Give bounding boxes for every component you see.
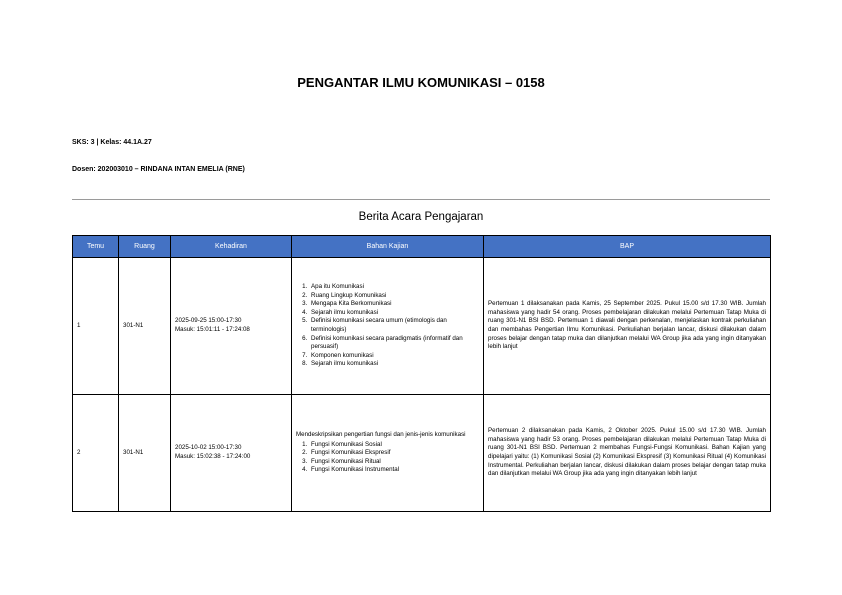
header-kehadiran: Kehadiran: [171, 236, 292, 258]
topic-item: 5. Definisi komunikasi secara umum (etimologis dan terminologis): [309, 317, 479, 334]
cell-bap: Pertemuan 2 dilaksanakan pada Kamis, 2 Oktober 2025. Pukul 15.00 s/d 17.30 WIB. Jumlah mahasiswa yang hadir 53 orang. Proses pembelajaran dilakukan melalui Pertemuan Tatap Muka di ruang 301-N1 BSI BSD. Pertemuan 2 membahas Fungsi-Fungsi Komunikasi. Bahan Kajian yang dipelajari yaitu: (1) Komunikasi Sosial (2) Komunikasi Ekspresif (3) Komunikasi Ritual (4) Komunikasi Instrumental. Perkuliahan berjalan lancar, diskusi dilakukan dalam proses belajar dengan tatap muka dan dilanjutkan melalui WA Group jika ada yang ingin ditanyakan lebih lanjut: [484, 395, 771, 512]
topic-item: 4. Sejarah ilmu komunikasi: [309, 309, 479, 318]
cell-bahan-kajian: [292, 258, 484, 395]
cell-temu: 1: [73, 258, 119, 395]
topic-intro: Mendeskripsikan pengertian fungsi dan jenis-jenis komunikasi: [296, 431, 466, 439]
topic-item: 3. Mengapa Kita Berkomunikasi: [309, 300, 479, 309]
sks-class-info: SKS: 3 | Kelas: 44.1A.27: [72, 139, 152, 146]
cell-kehadiran: [171, 395, 292, 512]
document-title: PENGANTAR ILMU KOMUNIKASI – 0158: [297, 75, 545, 90]
lecturer-info: Dosen: 202003010 – RINDANA INTAN EMELIA (RNE): [72, 166, 245, 173]
topic-item: 4. Fungsi Komunikasi Instrumental: [309, 466, 479, 475]
header-temu: Temu: [73, 236, 119, 258]
topic-item: 1. Apa itu Komunikasi: [309, 283, 479, 292]
header-ruang: Ruang: [119, 236, 171, 258]
teaching-record-table: [72, 235, 771, 512]
check-in-time: Masuk: 15:02:38 - 17:24:00: [175, 453, 251, 460]
topic-list: [296, 283, 479, 369]
schedule-time: 2025-10-02 15:00-17:30: [175, 444, 242, 452]
divider: [72, 199, 770, 200]
cell-bahan-kajian: [292, 395, 484, 512]
cell-kehadiran: [171, 258, 292, 395]
section-title: Berita Acara Pengajaran: [358, 211, 484, 223]
cell-ruang: 301-N1: [119, 395, 171, 512]
header-bap: BAP: [484, 236, 771, 258]
topic-item: 8. Sejarah ilmu komunikasi: [309, 360, 479, 369]
cell-bap: Pertemuan 1 dilaksanakan pada Kamis, 25 September 2025. Pukul 15.00 s/d 17.30 WIB. Jumlah mahasiswa yang hadir 54 orang. Proses pembelajaran dilakukan melalui Pertemuan Tatap Muka di ruang 301-N1 BSI BSD. Pertemuan 1 diawali dengan perkenalan, menjelaskan kontrak perkuliahan dan membahas Pengertian Ilmu Komunikasi. Perkuliahan berjalan lancar, diskusi dilakukan dalam proses belajar dengan tatap muka dan dilanjutkan melalui WA Group jika ada yang ingin ditanyakan lebih lanjut: [484, 258, 771, 395]
topic-item: 7. Komponen komunikasi: [309, 352, 479, 361]
topic-item: 2. Ruang Lingkup Komunikasi: [309, 292, 479, 301]
table-header-row: [73, 236, 771, 258]
cell-ruang: 301-N1: [119, 258, 171, 395]
topic-item: 3. Fungsi Komunikasi Ritual: [309, 458, 479, 467]
header-bahan-kajian: Bahan Kajian: [292, 236, 484, 258]
schedule-time: 2025-09-25 15:00-17:30: [175, 317, 242, 325]
topic-item: 6. Definisi komunikasi secara paradigmatis (informatif dan persuasif): [309, 335, 479, 352]
cell-temu: 2: [73, 395, 119, 512]
table-row: [73, 258, 771, 395]
check-in-time: Masuk: 15:01:11 - 17:24:08: [175, 326, 250, 333]
topic-list: [296, 441, 479, 475]
table-row: [73, 395, 771, 512]
topic-item: 2. Fungsi Komunikasi Ekspresif: [309, 449, 479, 458]
topic-item: 1. Fungsi Komunikasi Sosial: [309, 441, 479, 450]
